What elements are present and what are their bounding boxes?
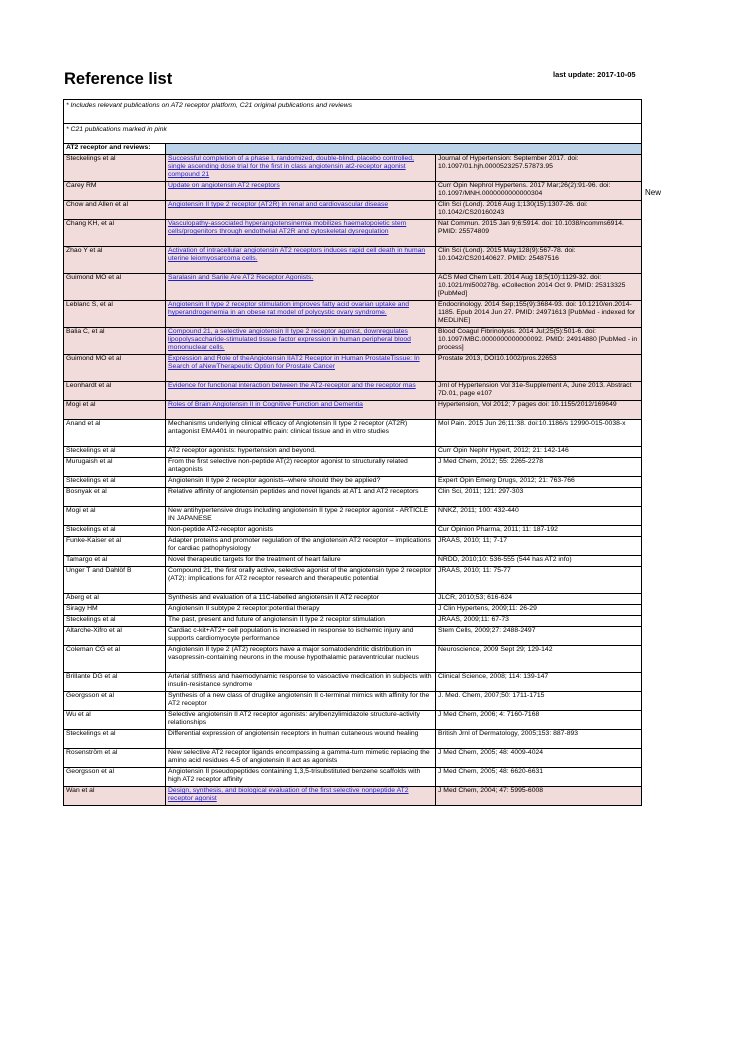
table-row	[64, 420, 642, 447]
note-row	[64, 100, 642, 124]
journal-cell: Clin Sci, 2011; 121: 297-303	[436, 488, 642, 507]
table-row	[64, 507, 642, 526]
title-cell[interactable]	[166, 247, 436, 274]
publication-link[interactable]: Successful completion of a phase I, randomized, double-blind, placebo controlled, single ascending dose trial for the first in class angiotensin at2-receptor agonist compound 21	[168, 155, 414, 179]
publication-link[interactable]: Expression and Role of theAngiotensin IIAT2 Receptor in Human ProstateTissue: In Search of aNewTherapeutic Option for Prostate Cancer	[168, 355, 420, 371]
journal-cell: J Clin Hypertens, 2009;11: 26-29	[436, 605, 642, 616]
title-cell: Arterial stiffness and haemodynamic response to vasoactive medication in subjects with insulin-resistance syndrome	[166, 673, 436, 692]
title-cell: Novel therapeutic targets for the treatment of heart failure	[166, 556, 436, 567]
author-cell: Carey RM	[64, 182, 166, 201]
reference-table-body	[64, 100, 642, 806]
title-cell: The past, present and future of angiotensin II type 2 receptor stimulation	[166, 616, 436, 627]
author-cell: Steckelings et al	[64, 477, 166, 488]
author-cell: Brillante DG et al	[64, 673, 166, 692]
table-row	[64, 382, 642, 401]
title-cell: Angiotensin II type 2 (AT2) receptors have a major somatodendritic distribution in vasopressin-containing neurons in the mouse hypothalamic paraventricular nucleus	[166, 646, 436, 673]
table-row	[64, 605, 642, 616]
publication-link[interactable]: Angiotensin II type 2 receptor (AT2R) in renal and cardiovascular disease	[168, 201, 389, 208]
journal-cell: JRAAS, 2010; 11: 75-77	[436, 567, 642, 594]
author-cell: Coleman CG et al	[64, 646, 166, 673]
table-row	[64, 616, 642, 627]
author-cell: Steckelings et al	[64, 730, 166, 749]
table-row	[64, 673, 642, 692]
author-cell: Wu et al	[64, 711, 166, 730]
journal-cell: Clin Sci (Lond). 2015 May;128(9):567-78. doi: 10.1042/CS20140627. PMID: 25487516	[436, 247, 642, 274]
title-cell: Adapter proteins and promoter regulation of the angiotensin AT2 receptor – implications for cardiac pathophysiology	[166, 537, 436, 556]
journal-cell: J Med Chem, 2012; 55: 2265-2278	[436, 458, 642, 477]
table-row	[64, 711, 642, 730]
table-row	[64, 646, 642, 673]
title-cell[interactable]	[166, 401, 436, 420]
author-cell: Leonhardt et al	[64, 382, 166, 401]
author-cell: Leblanc S, et al	[64, 301, 166, 328]
title-cell: From the first selective non-peptide AT(2) receptor agonist to structurally related antagonists	[166, 458, 436, 477]
author-cell: Siragy HM	[64, 605, 166, 616]
table-row	[64, 355, 642, 382]
title-cell: Synthesis of a new class of druglike angiotensin II c-terminal mimics with affinity for the AT2 receptor	[166, 692, 436, 711]
table-row	[64, 627, 642, 646]
journal-cell: JLCR, 2010;53; 616-624	[436, 594, 642, 605]
title-cell: Compound 21, the first orally active, selective agonist of the angiotensin type 2 receptor (AT2): implications for AT2 receptor research and therapeutic potential	[166, 567, 436, 594]
new-marker: New	[645, 188, 662, 197]
author-cell: Tamargo et al	[64, 556, 166, 567]
journal-cell: Mol Pain. 2015 Jun 26;11:38. doi:10.1186/s 12990-015-0038-x	[436, 420, 642, 447]
author-cell: Steckelings et al	[64, 616, 166, 627]
table-row	[64, 768, 642, 787]
publication-link[interactable]: Angiotensin II type 2 receptor stimulation improves fatty acid ovarian uptake and hyperandrogenemia in an obese rat model of polycystic ovary syndrome.	[168, 301, 410, 317]
author-cell: Georgsson et al	[64, 692, 166, 711]
journal-cell: JRAAS, 2009;11: 67-73	[436, 616, 642, 627]
title-cell[interactable]	[166, 787, 436, 806]
table-row	[64, 594, 642, 605]
note-row	[64, 124, 642, 144]
title-cell[interactable]	[166, 201, 436, 220]
table-row	[64, 458, 642, 477]
note-c21-pink: * C21 publications marked in pink	[64, 124, 642, 144]
journal-cell: J Med Chem, 2005; 48: 6620-6631	[436, 768, 642, 787]
section-fill	[166, 144, 642, 155]
journal-cell: Endocrinology. 2014 Sep;155(9):3684-93. doi: 10.1210/en.2014-1185. Epub 2014 Jun 27. PMID: 24971613 [PubMed - indexed for MEDLINE]	[436, 301, 642, 328]
journal-cell: Jrnl of Hypertension Vol 31e-Supplement A, June 2013. Abstract 7D.01, page e107	[436, 382, 642, 401]
journal-cell: J Med Chem, 2006; 4: 7160-7168	[436, 711, 642, 730]
table-row	[64, 787, 642, 806]
author-cell: Åberg et al	[64, 594, 166, 605]
publication-link[interactable]: Compound 21, a selective angiotensin II type 2 receptor agonist, downregulates lipopolysaccharide-stimulated tissue factor expression in human peripheral blood mononuclear cells.	[168, 328, 411, 352]
author-cell: Chow and Allen et al	[64, 201, 166, 220]
author-cell: Zhao Y et al	[64, 247, 166, 274]
reference-table	[63, 99, 642, 806]
title-cell: AT2 receptor agonists: hypertension and beyond.	[166, 447, 436, 458]
journal-cell: J Med Chem, 2004; 47: 5995-6008	[436, 787, 642, 806]
table-row	[64, 155, 642, 182]
table-row	[64, 556, 642, 567]
note-includes: * Includes relevant publications on AT2 receptor platform, C21 original publications and reviews	[64, 100, 642, 124]
publication-link[interactable]: Vasculopathy-associated hyperangiotensinemia mobilizes haematopoietic stem cells/progenitors through endothelial AT2R and cytoskeletal dysregulation	[168, 220, 407, 236]
journal-cell: Nat Commun. 2015 Jan 9;6:5914. doi: 10.1038/ncomms6914. PMID: 25574809	[436, 220, 642, 247]
author-cell: Anand et al	[64, 420, 166, 447]
journal-cell: Stem Cells, 2009;27: 2488-2497	[436, 627, 642, 646]
table-row	[64, 749, 642, 768]
journal-cell: Hypertension, Vol 2012; 7 pages doi: 10.1155/2012/169649	[436, 401, 642, 420]
table-row	[64, 537, 642, 556]
table-row	[64, 692, 642, 711]
table-row	[64, 401, 642, 420]
section-header-row	[64, 144, 642, 155]
table-row	[64, 567, 642, 594]
table-row	[64, 477, 642, 488]
page-title: Reference list	[64, 70, 173, 88]
title-cell: Cardiac c-kit+AT2+ cell population is increased in response to ischemic injury and supports cardiomyocyte performance	[166, 627, 436, 646]
title-cell: New antihypertensive drugs including angiotensin II type 2 receptor agonist - ARTICLE IN JAPANESE	[166, 507, 436, 526]
journal-cell: J. Med. Chem, 2007;50: 1711-1715	[436, 692, 642, 711]
author-cell: Rosenström et al	[64, 749, 166, 768]
journal-cell: Clinical Science, 2008; 114: 139-147	[436, 673, 642, 692]
title-cell: Non-peptide AT2-receptor agonists	[166, 526, 436, 537]
author-cell: Georgsson et al	[64, 768, 166, 787]
journal-cell: JRAAS, 2010; 11; 7-17	[436, 537, 642, 556]
journal-cell: Curr Opin Nephr Hypert, 2012; 21: 142-146	[436, 447, 642, 458]
table-row	[64, 274, 642, 301]
title-cell: Relative affinity of angiotensin peptides and novel ligands at AT1 and AT2 receptors	[166, 488, 436, 507]
publication-link[interactable]: Update on angiotensin AT2 receptors	[168, 182, 280, 189]
table-row	[64, 201, 642, 220]
table-row	[64, 526, 642, 537]
author-cell: Steckelings et al	[64, 447, 166, 458]
table-row	[64, 247, 642, 274]
title-cell[interactable]	[166, 355, 436, 382]
author-cell: Mogi et al	[64, 507, 166, 526]
author-cell: Bosnyak et al	[64, 488, 166, 507]
publication-link[interactable]: Roles of Brain Angiotensin II in Cognitive Function and Dementia	[168, 401, 363, 408]
title-cell[interactable]	[166, 274, 436, 301]
publication-link[interactable]: Design, synthesis, and biological evaluation of the first selective nonpeptide AT2 receptor agonist	[168, 787, 409, 803]
author-cell: Mogi et al	[64, 401, 166, 420]
author-cell: Funke-Kaiser et al	[64, 537, 166, 556]
journal-cell: Journal of Hypertension: September 2017. doi: 10.1097/01.hjh.0000523257.57873.95	[436, 155, 642, 182]
author-cell: Murugaish et al	[64, 458, 166, 477]
title-cell[interactable]	[166, 301, 436, 328]
last-update-label: last update: 2017-10-05	[553, 70, 636, 79]
author-cell: Balia C, et al	[64, 328, 166, 355]
title-cell: New selective AT2 receptor ligands encompassing a gamma-turn mimetic replacing the amino acid residues 4-5 of angiotensin II act as agonists	[166, 749, 436, 768]
title-cell[interactable]	[166, 155, 436, 182]
title-cell[interactable]	[166, 328, 436, 355]
author-cell: Wan et al	[64, 787, 166, 806]
table-row	[64, 328, 642, 355]
title-cell[interactable]	[166, 382, 436, 401]
author-cell: Steckelings et al	[64, 526, 166, 537]
table-row	[64, 220, 642, 247]
publication-link[interactable]: Activation of intracellular angiotensin AT2 receptors induces rapid cell death in human uterine leiomyosarcoma cells.	[168, 247, 426, 263]
title-cell: Mechanisms underlying clinical efficacy of Angiotensin II type 2 receptor (AT2R) antagonist EMA401 in neuropathic pain: clinical tissue and in vitro studies	[166, 420, 436, 447]
journal-cell: Expert Opin Emerg Drugs, 2012; 21: 763-766	[436, 477, 642, 488]
author-cell: Guimond MO et al	[64, 274, 166, 301]
journal-cell: Curr Opin Nephrol Hypertens. 2017 Mar;26(2):91-96. doi: 10.1097/MNH.0000000000000304	[436, 182, 642, 201]
table-row	[64, 182, 642, 201]
journal-cell: NRDD, 2010;10: 536-555 (544 has AT2 info)	[436, 556, 642, 567]
title-cell[interactable]	[166, 182, 436, 201]
journal-cell: ACS Med Chem Lett. 2014 Aug 18;5(10):1129-32. doi: 10.1021/ml500278g. eCollection 2014 Oct 9. PMID: 25313325 [PubMed]	[436, 274, 642, 301]
title-cell: Angiotensin II type 2 receptor agonists--where should they be applied?	[166, 477, 436, 488]
table-row	[64, 488, 642, 507]
author-cell: Unger T and Dahlöf B	[64, 567, 166, 594]
table-row	[64, 447, 642, 458]
author-cell: Chang KH, et al	[64, 220, 166, 247]
title-cell: Differential expression of angiotensin receptors in human cutaneous wound healing	[166, 730, 436, 749]
journal-cell: NNKZ, 2011; 100: 432-440	[436, 507, 642, 526]
journal-cell: Prostate 2013, DOI10.1002/pros.22653	[436, 355, 642, 382]
author-cell: Guimond MO et al	[64, 355, 166, 382]
journal-cell: Neuroscience, 2009 Sept 29; 129-142	[436, 646, 642, 673]
title-cell: Selective angiotensin II AT2 receptor agonists: arylbenzylimidazole structure-activity relationships	[166, 711, 436, 730]
table-row	[64, 730, 642, 749]
table-row	[64, 301, 642, 328]
journal-cell: Cur Opinion Pharma, 2011; 11: 187-192	[436, 526, 642, 537]
publication-link[interactable]: Saralasin and Sarile Are AT2 Receptor Agonists.	[168, 274, 314, 281]
title-cell: Synthesis and evaluation of a 11C-labelled angiotensin II AT2 receptor	[166, 594, 436, 605]
journal-cell: Clin Sci (Lond). 2016 Aug 1;130(15):1307-26. doi: 10.1042/CS20160243	[436, 201, 642, 220]
publication-link[interactable]: Evidence for functional interaction between the AT2-receptor and the receptor mas	[168, 382, 416, 389]
section-title: AT2 receptor and reviews:	[64, 144, 166, 155]
journal-cell: J Med Chem, 2005; 48: 4009-4024	[436, 749, 642, 768]
author-cell: Altarche-Xifro et al	[64, 627, 166, 646]
title-cell: Angiotensin II pseudopeptides containing 1,3,5-trisubstituted benzene scaffolds with high AT2 receptor affinity	[166, 768, 436, 787]
author-cell: Steckelings et al	[64, 155, 166, 182]
journal-cell: British Jrnl of Dermatology, 2005;153: 887-893	[436, 730, 642, 749]
title-cell: Angiotensin II subtype 2 receptor:potential therapy	[166, 605, 436, 616]
title-cell[interactable]	[166, 220, 436, 247]
journal-cell: Blood Coagul Fibrinolysis. 2014 Jul;25(5):501-6. doi: 10.1097/MBC.0000000000000092. PMID: 24914880 [PubMed - in process]	[436, 328, 642, 355]
